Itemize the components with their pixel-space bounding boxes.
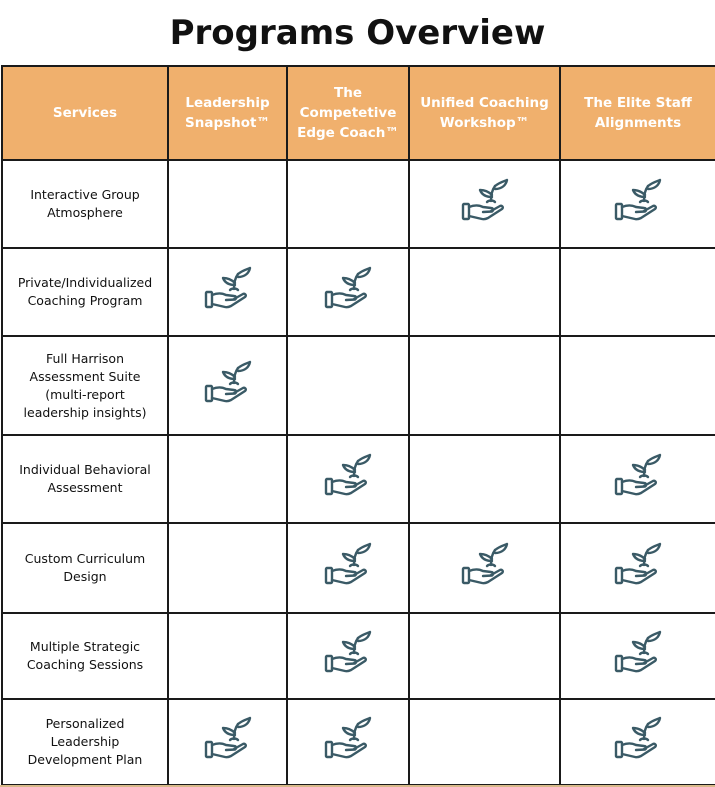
program-cell: [560, 248, 715, 336]
program-cell: [168, 336, 287, 435]
program-cell: [168, 699, 287, 785]
table-row: [2, 523, 715, 613]
program-cell: [168, 435, 287, 523]
hand-sprout-icon: [613, 542, 663, 590]
table-row: [2, 336, 715, 435]
hand-sprout-icon: [323, 542, 373, 590]
header-services: Services: [2, 66, 168, 160]
hand-sprout-icon: [460, 542, 510, 590]
programs-table: [1, 65, 715, 786]
program-cell: [287, 435, 409, 523]
table-row: [2, 160, 715, 248]
hand-sprout-icon: [203, 716, 253, 764]
hand-sprout-icon: [613, 453, 663, 501]
hand-sprout-icon: [323, 266, 373, 314]
hand-sprout-icon: [323, 716, 373, 764]
header-elite-staff-alignments: The Elite Staff Alignments: [560, 66, 715, 160]
service-label: Individual Behavioral Assessment: [2, 435, 168, 523]
program-cell: [409, 613, 560, 699]
program-cell: [560, 523, 715, 613]
table-row: [2, 613, 715, 699]
header-unified-coaching-workshop: Unified Coaching Workshop™: [409, 66, 560, 160]
program-cell: [560, 160, 715, 248]
program-cell: [287, 699, 409, 785]
program-cell: [287, 248, 409, 336]
table-row: [2, 435, 715, 523]
program-cell: [409, 160, 560, 248]
hand-sprout-icon: [613, 716, 663, 764]
program-cell: [287, 523, 409, 613]
program-cell: [287, 160, 409, 248]
service-label: Full Harrison Assessment Suite (multi-report leadership insights): [2, 336, 168, 435]
program-cell: [409, 523, 560, 613]
program-cell: [560, 336, 715, 435]
service-label: Personalized Leadership Development Plan: [2, 699, 168, 785]
service-label: Multiple Strategic Coaching Sessions: [2, 613, 168, 699]
hand-sprout-icon: [460, 178, 510, 226]
header-competetive-edge-coach: The Competetive Edge Coach™: [287, 66, 409, 160]
program-cell: [560, 435, 715, 523]
program-cell: [168, 160, 287, 248]
hand-sprout-icon: [613, 630, 663, 678]
hand-sprout-icon: [323, 453, 373, 501]
program-cell: [409, 699, 560, 785]
program-cell: [168, 523, 287, 613]
program-cell: [168, 248, 287, 336]
header-row: [2, 66, 715, 160]
program-cell: [287, 613, 409, 699]
program-cell: [409, 435, 560, 523]
table-row: [2, 248, 715, 336]
program-cell: [560, 699, 715, 785]
header-leadership-snapshot: Leadership Snapshot™: [168, 66, 287, 160]
hand-sprout-icon: [203, 266, 253, 314]
table-row: [2, 699, 715, 785]
program-cell: [409, 336, 560, 435]
program-cell: [560, 613, 715, 699]
program-cell: [287, 336, 409, 435]
hand-sprout-icon: [323, 630, 373, 678]
service-label: Interactive Group Atmosphere: [2, 160, 168, 248]
program-cell: [409, 248, 560, 336]
service-label: Private/Individualized Coaching Program: [2, 248, 168, 336]
hand-sprout-icon: [613, 178, 663, 226]
service-label: Custom Curriculum Design: [2, 523, 168, 613]
program-cell: [168, 613, 287, 699]
hand-sprout-icon: [203, 360, 253, 408]
page-title: Programs Overview: [169, 13, 546, 53]
